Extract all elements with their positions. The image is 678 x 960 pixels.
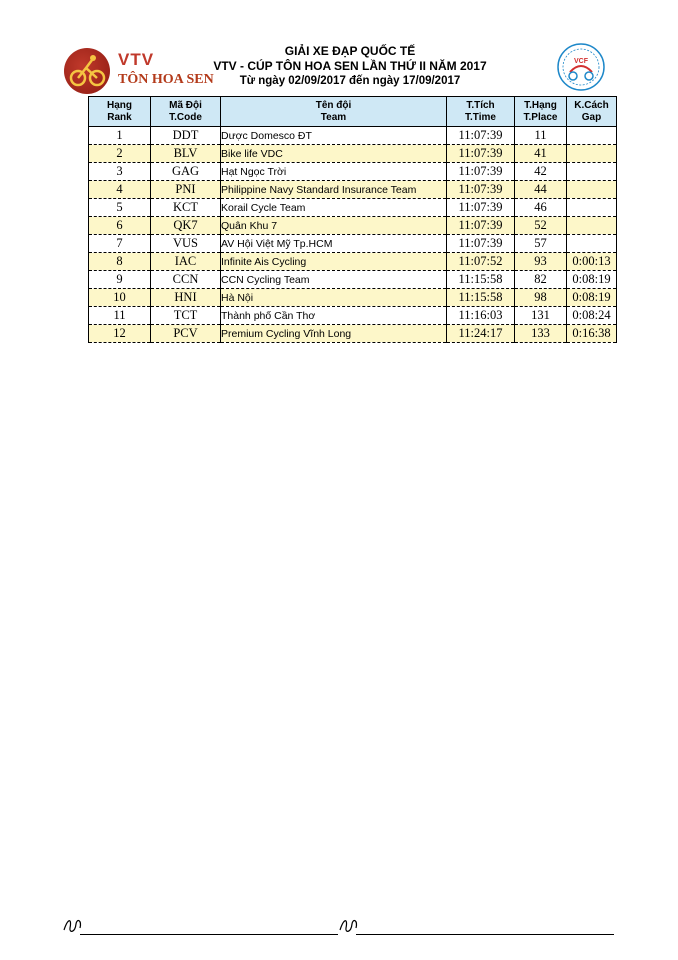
cell-place: 82 bbox=[515, 271, 567, 289]
table-body bbox=[89, 127, 617, 343]
cell-time: 11:07:39 bbox=[447, 217, 515, 235]
cell-team: Bike life VDC bbox=[221, 145, 447, 163]
table-row bbox=[89, 181, 617, 199]
cell-time: 11:07:39 bbox=[447, 181, 515, 199]
cell-team: Quân Khu 7 bbox=[221, 217, 447, 235]
table-row bbox=[89, 163, 617, 181]
cell-time: 11:07:39 bbox=[447, 145, 515, 163]
cyclist-logo-icon bbox=[64, 48, 110, 94]
cell-place: 93 bbox=[515, 253, 567, 271]
tonhoasen-vtv-logo bbox=[64, 48, 214, 94]
cell-code: CCN bbox=[151, 271, 221, 289]
cell-rank: 6 bbox=[89, 217, 151, 235]
signature-icon bbox=[338, 914, 362, 936]
cell-place: 98 bbox=[515, 289, 567, 307]
column-header-vi: T.Hạng bbox=[524, 99, 557, 111]
cell-team: Hà Nội bbox=[221, 289, 447, 307]
cell-gap: 0:08:19 bbox=[567, 289, 617, 307]
cell-time: 11:24:17 bbox=[447, 325, 515, 343]
cell-place: 133 bbox=[515, 325, 567, 343]
table-row bbox=[89, 253, 617, 271]
column-header-vi: Tên đội bbox=[315, 99, 352, 111]
vcf-cyclist-logo-icon bbox=[556, 42, 606, 92]
cell-rank: 7 bbox=[89, 235, 151, 253]
cell-place: 41 bbox=[515, 145, 567, 163]
signature-icon bbox=[62, 914, 86, 936]
cell-rank: 11 bbox=[89, 307, 151, 325]
table-row bbox=[89, 127, 617, 145]
cell-place: 57 bbox=[515, 235, 567, 253]
title-line-1: GIẢI XE ĐẠP QUỐC TẾ bbox=[284, 44, 416, 58]
title-line-3: Từ ngày 02/09/2017 đến ngày 17/09/2017 bbox=[239, 75, 461, 87]
cell-rank: 5 bbox=[89, 199, 151, 217]
cell-code: HNI bbox=[151, 289, 221, 307]
column-header-vi: K.Cách bbox=[574, 99, 609, 111]
cell-place: 42 bbox=[515, 163, 567, 181]
table-row bbox=[89, 307, 617, 325]
cell-team: Dược Domesco ĐT bbox=[221, 127, 447, 145]
cell-place: 11 bbox=[515, 127, 567, 145]
cell-gap bbox=[567, 145, 617, 163]
cell-gap bbox=[567, 235, 617, 253]
cell-gap: 0:00:13 bbox=[567, 253, 617, 271]
cell-time: 11:07:39 bbox=[447, 199, 515, 217]
vcf-logo-text: VCF bbox=[574, 58, 588, 65]
cell-gap bbox=[567, 127, 617, 145]
cell-code: VUS bbox=[151, 235, 221, 253]
table-row bbox=[89, 217, 617, 235]
cell-code: PNI bbox=[151, 181, 221, 199]
vtv-brand-text: VTV bbox=[118, 50, 155, 69]
cell-time: 11:07:52 bbox=[447, 253, 515, 271]
cell-rank: 3 bbox=[89, 163, 151, 181]
cell-rank: 4 bbox=[89, 181, 151, 199]
table-row bbox=[89, 289, 617, 307]
column-header-en: Gap bbox=[581, 111, 602, 123]
column-header-vi: Mã Đội bbox=[169, 99, 202, 111]
cell-team: Philippine Navy Standard Insurance Team bbox=[221, 181, 447, 199]
cell-team: Infinite Ais Cycling bbox=[221, 253, 447, 271]
cell-team: Premium Cycling Vĩnh Long bbox=[221, 325, 447, 343]
cell-time: 11:07:39 bbox=[447, 127, 515, 145]
cell-code: TCT bbox=[151, 307, 221, 325]
document-header bbox=[0, 0, 678, 100]
cell-place: 131 bbox=[515, 307, 567, 325]
column-header bbox=[515, 97, 567, 127]
column-header-en: Rank bbox=[107, 111, 132, 123]
column-header bbox=[221, 97, 447, 127]
cell-gap: 0:08:24 bbox=[567, 307, 617, 325]
signature-left bbox=[62, 914, 338, 938]
title-line-2: VTV - CÚP TÔN HOA SEN LẦN THỨ II NĂM 2017 bbox=[213, 59, 487, 73]
table-row bbox=[89, 325, 617, 343]
cell-gap bbox=[567, 217, 617, 235]
cell-rank: 10 bbox=[89, 289, 151, 307]
cell-place: 44 bbox=[515, 181, 567, 199]
column-header bbox=[151, 97, 221, 127]
cell-team: CCN Cycling Team bbox=[221, 271, 447, 289]
signature-right bbox=[338, 914, 614, 938]
cell-time: 11:07:39 bbox=[447, 235, 515, 253]
column-header-en: T.Time bbox=[465, 111, 496, 123]
cell-code: GAG bbox=[151, 163, 221, 181]
column-header-vi: Hạng bbox=[107, 99, 132, 111]
table-row bbox=[89, 145, 617, 163]
column-header-en: T.Place bbox=[523, 111, 558, 123]
cell-time: 11:15:58 bbox=[447, 289, 515, 307]
cell-gap bbox=[567, 181, 617, 199]
page-title bbox=[200, 44, 500, 89]
tonhoasen-brand-text: TÔN HOA SEN bbox=[118, 72, 214, 87]
table-row bbox=[89, 271, 617, 289]
cell-gap: 0:08:19 bbox=[567, 271, 617, 289]
cell-place: 46 bbox=[515, 199, 567, 217]
cell-code: KCT bbox=[151, 199, 221, 217]
cell-rank: 1 bbox=[89, 127, 151, 145]
column-header-en: Team bbox=[320, 111, 347, 123]
column-header bbox=[89, 97, 151, 127]
cell-team: AV Hội Việt Mỹ Tp.HCM bbox=[221, 235, 447, 253]
cell-team: Korail Cycle Team bbox=[221, 199, 447, 217]
cell-place: 52 bbox=[515, 217, 567, 235]
cell-code: BLV bbox=[151, 145, 221, 163]
cell-code: DDT bbox=[151, 127, 221, 145]
cell-gap: 0:16:38 bbox=[567, 325, 617, 343]
column-header-en: T.Code bbox=[169, 111, 202, 123]
results-table bbox=[88, 96, 617, 343]
column-header bbox=[567, 97, 617, 127]
cell-gap bbox=[567, 199, 617, 217]
cell-rank: 9 bbox=[89, 271, 151, 289]
table-header-row bbox=[89, 97, 617, 127]
cell-rank: 2 bbox=[89, 145, 151, 163]
table-row bbox=[89, 235, 617, 253]
cell-rank: 8 bbox=[89, 253, 151, 271]
cell-team: Thành phố Cần Thơ bbox=[221, 307, 447, 325]
cell-time: 11:15:58 bbox=[447, 271, 515, 289]
column-header-vi: T.Tích bbox=[466, 99, 495, 111]
cell-time: 11:07:39 bbox=[447, 163, 515, 181]
cell-team: Hạt Ngọc Trời bbox=[221, 163, 447, 181]
cell-code: PCV bbox=[151, 325, 221, 343]
cell-code: IAC bbox=[151, 253, 221, 271]
cell-rank: 12 bbox=[89, 325, 151, 343]
column-header bbox=[447, 97, 515, 127]
cell-gap bbox=[567, 163, 617, 181]
cell-time: 11:16:03 bbox=[447, 307, 515, 325]
table-row bbox=[89, 199, 617, 217]
cell-code: QK7 bbox=[151, 217, 221, 235]
